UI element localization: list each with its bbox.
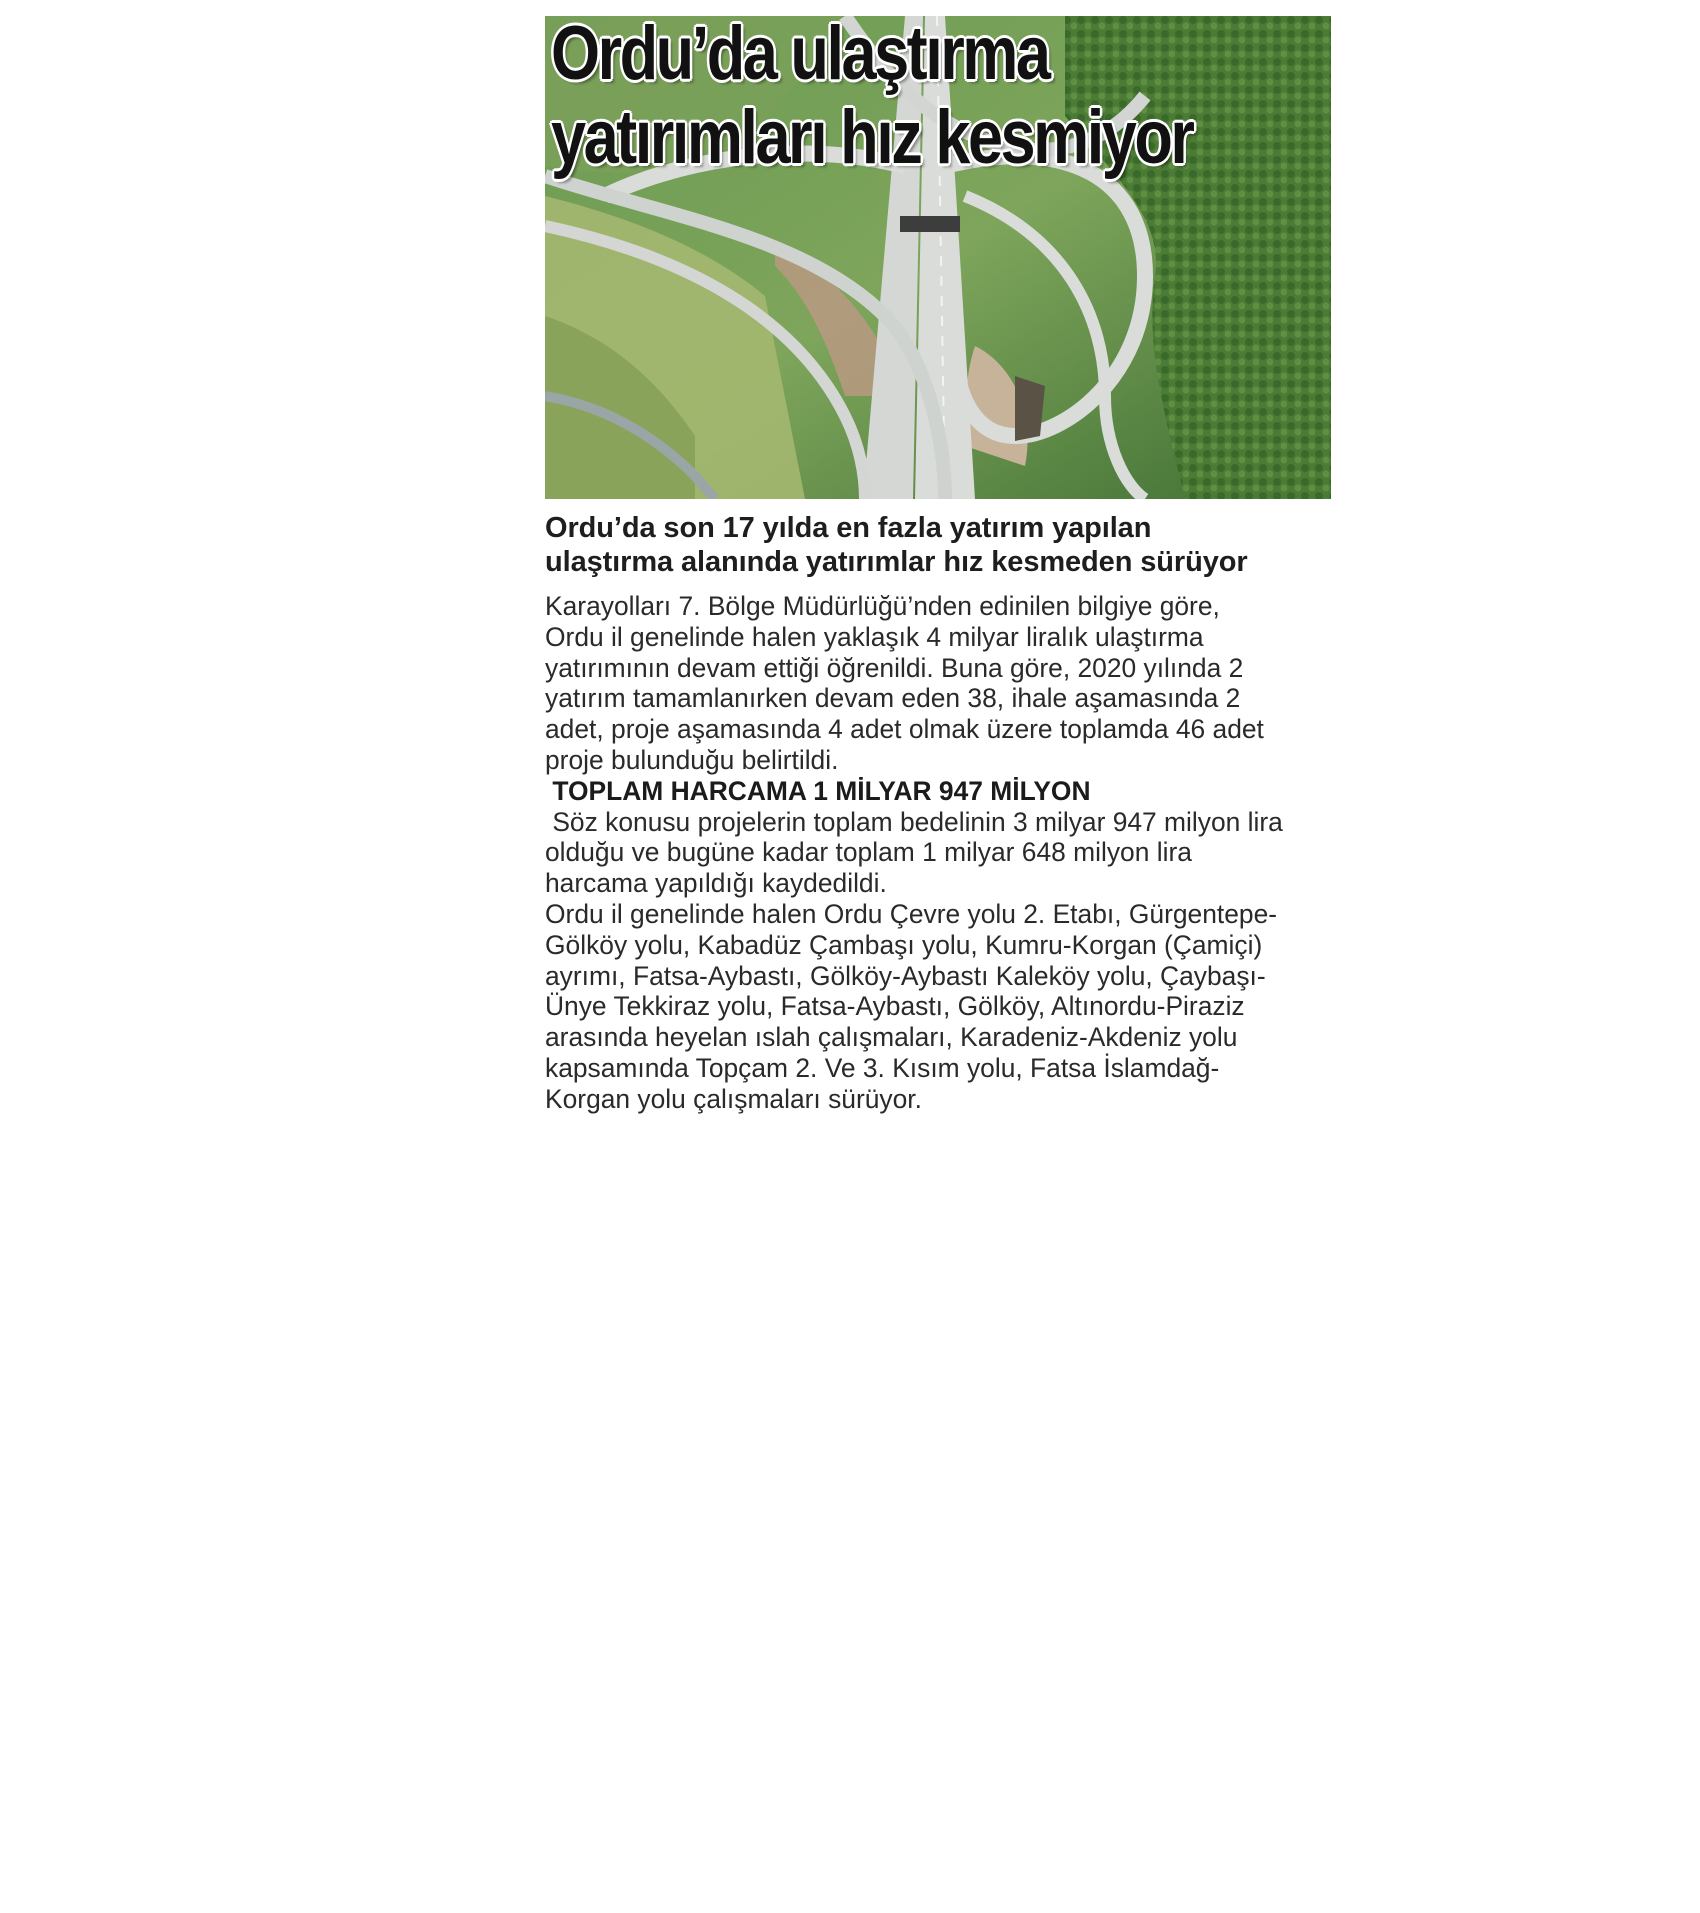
body-line: Ordu il genelinde halen yaklaşık 4 milyar liralık ulaştırma [545,621,1204,652]
body-line: yatırım tamamlanırken devam eden 38, ihale aşamasında 2 [545,683,1241,714]
article-photo [545,16,1331,499]
body-line: Karayolları 7. Bölge Müdürlüğü’nden edinilen bilgiye göre, [545,591,1220,621]
body-line: harcama yapıldığı kaydedildi. [545,868,887,899]
body-line: Söz konusu projelerin toplam bedelinin 3 milyar 947 milyon lira [545,806,1283,837]
body-line: Gölköy yolu, Kabadüz Çambaşı yolu, Kumru-Korgan (Çamiçi) [545,929,1263,960]
body-line: arasında heyelan ıslah çalışmaları, Karadeniz-Akdeniz yolu [545,1022,1238,1053]
subheadline-line-2: ulaştırma alanında yatırımlar hız kesmeden sürüyor [545,546,1248,578]
body-line: olduğu ve bugüne kadar toplam 1 milyar 648 milyon lira [545,837,1192,868]
body-line: Ordu il genelinde halen Ordu Çevre yolu 2. Etabı, Gürgentepe- [545,898,1278,929]
headline [551,16,1192,180]
subheadline [545,511,1331,579]
body-line: adet, proje aşamasında 4 adet olmak üzere toplamda 46 adet [545,714,1264,745]
subheadline-line-1: Ordu’da son 17 yılda en fazla yatırım yapılan [545,512,1152,544]
headline-line-1: Ordu’da ulaştırma [551,16,1049,96]
body-line: Korgan yolu çalışmaları sürüyor. [545,1083,922,1114]
section-heading: TOPLAM HARCAMA 1 MİLYAR 947 MİLYON [545,775,1091,806]
body-line: yatırımının devam ettiği öğrenildi. Buna göre, 2020 yılında 2 [545,652,1244,683]
news-article [545,16,1331,1115]
body-line: kapsamında Topçam 2. Ve 3. Kısım yolu, Fatsa İslamdağ- [545,1052,1220,1083]
article-body [545,591,1331,1115]
body-line: Ünye Tekkiraz yolu, Fatsa-Aybastı, Gölköy, Altınordu-Piraziz [545,991,1245,1022]
body-line: proje bulunduğu belirtildi. [545,744,839,775]
body-line: ayrımı, Fatsa-Aybastı, Gölköy-Aybastı Kaleköy yolu, Çaybaşı- [545,960,1266,991]
headline-line-2: yatırımları hız kesmiyor [551,95,1193,180]
